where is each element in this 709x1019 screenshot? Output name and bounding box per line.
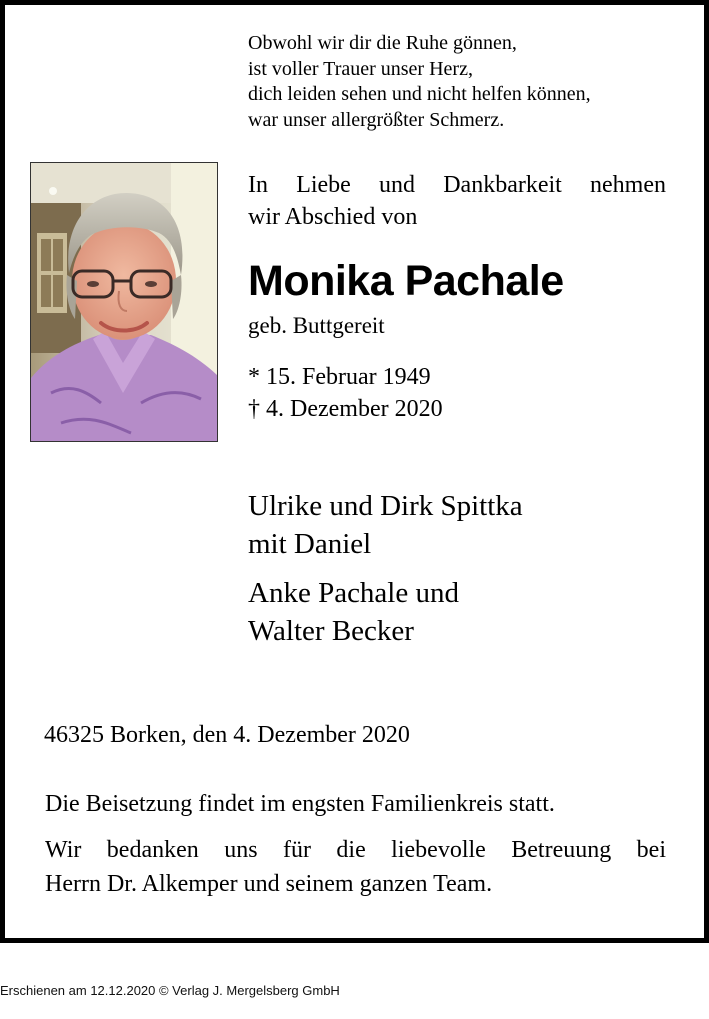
mourner-line: Anke Pachale und: [248, 577, 459, 609]
mourners-list: [248, 487, 523, 661]
mourner-line: mit Daniel: [248, 528, 372, 560]
publication-footer: Erschienen am 12.12.2020 © Verlag J. Mergelsberg GmbH: [0, 983, 340, 998]
poem-line: ist voller Trauer unser Herz,: [248, 57, 473, 80]
mourner-group: [248, 574, 523, 650]
burial-note: Die Beisetzung findet im engsten Familienkreis statt.: [45, 791, 555, 817]
poem-line: Obwohl wir dir die Ruhe gönnen,: [248, 32, 517, 54]
place-date: 46325 Borken, den 4. Dezember 2020: [44, 722, 410, 748]
poem-line: dich leiden sehen und nicht helfen können,: [248, 83, 591, 105]
poem: [248, 31, 678, 133]
mourner-group: [248, 487, 523, 563]
thanks-line: Wir bedanken uns für die liebevolle Betreuung bei: [45, 837, 666, 863]
intro-line: wir Abschied von: [248, 204, 418, 230]
portrait-photo: [30, 162, 218, 442]
mourner-line: Ulrike und Dirk Spittka: [248, 490, 523, 522]
poem-line: war unser allergrößter Schmerz.: [248, 108, 505, 131]
mourner-line: Walter Becker: [248, 615, 414, 647]
intro-text: [248, 169, 666, 233]
deceased-name: Monika Pachale: [248, 257, 564, 305]
thanks-note: [45, 833, 666, 901]
birth-name: geb. Buttgereit: [248, 313, 385, 338]
death-date: † 4. Dezember 2020: [248, 396, 443, 422]
thanks-line: Herrn Dr. Alkemper und seinem ganzen Team.: [45, 871, 493, 897]
intro-line: In Liebe und Dankbarkeit nehmen: [248, 172, 666, 198]
birth-date: * 15. Februar 1949: [248, 364, 431, 390]
life-dates: [248, 361, 443, 425]
